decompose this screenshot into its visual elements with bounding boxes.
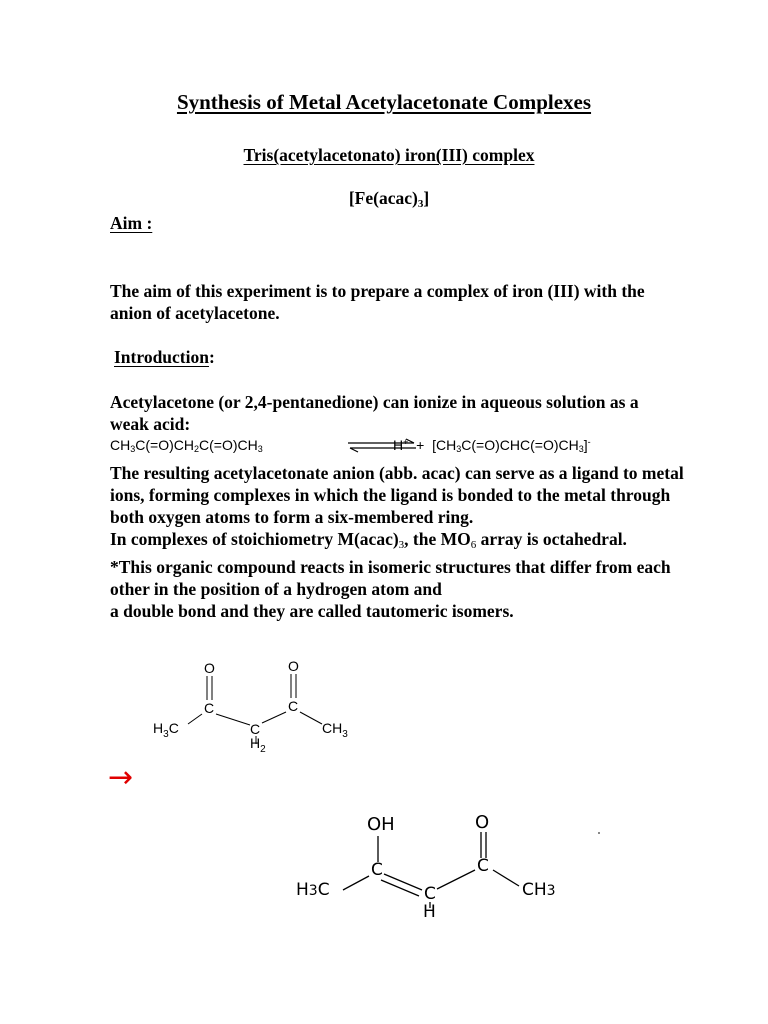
ionization-equation xyxy=(110,437,670,457)
introduction-text: Acetylacetone (or 2,4-pentanedione) can ionize in aqueous solution as a weak acid: xyxy=(110,392,639,434)
stoichiometry-paragraph: In complexes of stoichiometry $M(acac)_3$, the $MO_6$ array is octahedral. xyxy=(110,529,627,551)
enol-h3c: H3C xyxy=(296,880,330,900)
enol-carbon-3: C xyxy=(477,856,489,876)
keto-oxygen-1: O xyxy=(204,660,215,676)
introduction-heading xyxy=(114,347,215,368)
enol-hydroxyl: OH xyxy=(367,814,395,835)
keto-carbon-1: C xyxy=(204,700,215,716)
complex-subtitle: Tris(acetylacetonato) iron(III) complex xyxy=(243,145,535,165)
keto-oxygen-2: O xyxy=(288,658,299,674)
keto-h3c: $H_3C$ xyxy=(153,720,179,740)
keto-carbon-3: C xyxy=(288,698,299,714)
enol-structure-bonds xyxy=(285,810,595,930)
enol-ch3: CH3 xyxy=(522,880,556,900)
aim-heading: Aim : xyxy=(110,213,153,233)
keto-h2: $H_2$ xyxy=(250,735,266,755)
introduction-heading-colon: : xyxy=(208,347,215,367)
body-text xyxy=(110,462,690,622)
aim-text: The aim of this experiment is to prepare a complex of iron (III) with the anion of acetylacetone. xyxy=(110,281,645,323)
formula-close: ] xyxy=(423,188,430,208)
document-title: Synthesis of Metal Acetylacetonate Complexes xyxy=(176,90,592,114)
enol-carbon-2: C xyxy=(424,884,436,904)
formula-subscript: 3 xyxy=(417,198,424,210)
enol-structure xyxy=(285,810,595,930)
introduction-heading-label: Introduction xyxy=(114,347,209,367)
keto-ch3: $CH_3$ xyxy=(322,720,348,740)
enol-carbon-1: C xyxy=(371,860,383,880)
enol-hydrogen: H xyxy=(423,902,436,922)
equation-left-side: $CH_3C(=O)CH_2C(=O)CH_3$ xyxy=(110,437,263,454)
equation-right-side: $H^+ + [CH_3C(=O)CHC(=O)CH_3]^-$ xyxy=(393,437,591,454)
enol-oxygen: O xyxy=(475,812,490,833)
tautomer-paragraph-continued: a double bond and they are called tautomeric isomers. xyxy=(110,601,514,621)
tautomer-paragraph: *This organic compound reacts in isomeric structures that differ from each other in the position of a hydrogen atom and xyxy=(110,557,671,599)
formula-open: [Fe(acac) xyxy=(348,188,418,208)
keto-structure xyxy=(140,660,380,760)
tautomerization-arrow-icon: → xyxy=(108,760,134,795)
keto-carbon-2: C xyxy=(250,721,261,737)
acac-ligand-paragraph: The resulting acetylacetonate anion (abb. acac) can serve as a ligand to metal ions, forming complexes in which the ligand is bonded to the metal through both oxygen atoms to form a six-membered ring. xyxy=(110,463,684,527)
complex-formula xyxy=(0,188,768,210)
stray-mark xyxy=(598,832,600,834)
